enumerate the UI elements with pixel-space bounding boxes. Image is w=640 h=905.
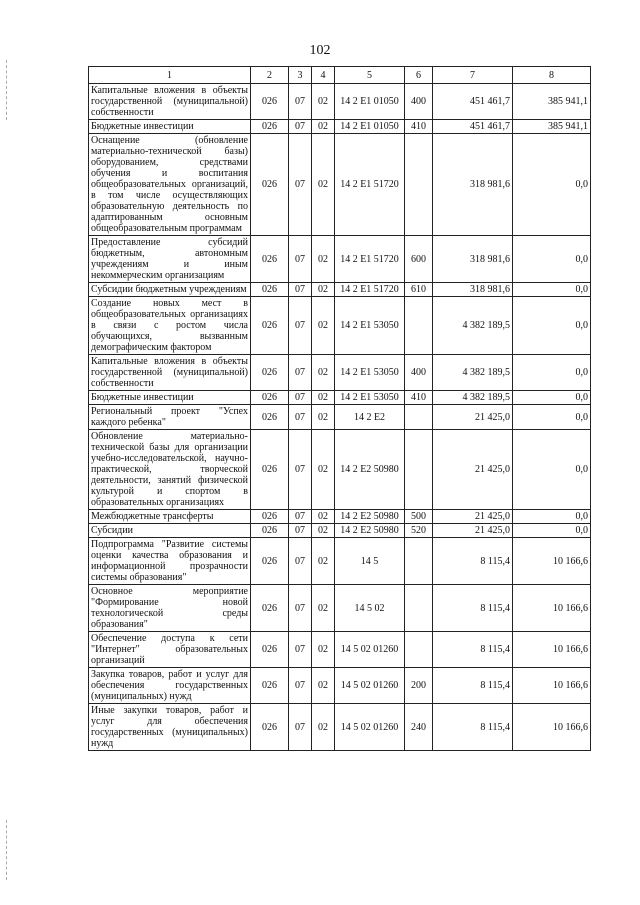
section-code: 07 bbox=[289, 668, 312, 704]
row-name: Капитальные вложения в объекты государственной (муниципальной) собственности bbox=[89, 84, 251, 120]
amount-year-1: 21 425,0 bbox=[433, 405, 513, 430]
subsection-code: 02 bbox=[312, 405, 335, 430]
row-name: Межбюджетные трансферты bbox=[89, 510, 251, 524]
section-code: 07 bbox=[289, 538, 312, 585]
section-code: 07 bbox=[289, 297, 312, 355]
target-article: 14 5 bbox=[335, 538, 405, 585]
admin-code: 026 bbox=[251, 134, 289, 236]
section-code: 07 bbox=[289, 134, 312, 236]
row-name: Региональный проект "Успех каждого ребенка" bbox=[89, 405, 251, 430]
table-body bbox=[89, 84, 591, 751]
admin-code: 026 bbox=[251, 355, 289, 391]
section-code: 07 bbox=[289, 510, 312, 524]
column-header: 6 bbox=[405, 67, 433, 84]
amount-year-1: 21 425,0 bbox=[433, 524, 513, 538]
subsection-code: 02 bbox=[312, 704, 335, 751]
amount-year-1: 4 382 189,5 bbox=[433, 297, 513, 355]
admin-code: 026 bbox=[251, 236, 289, 283]
target-article: 14 5 02 01260 bbox=[335, 704, 405, 751]
amount-year-1: 4 382 189,5 bbox=[433, 355, 513, 391]
amount-year-2: 385 941,1 bbox=[513, 120, 591, 134]
amount-year-1: 451 461,7 bbox=[433, 84, 513, 120]
table-row bbox=[89, 405, 591, 430]
expense-type bbox=[405, 134, 433, 236]
subsection-code: 02 bbox=[312, 134, 335, 236]
expense-type bbox=[405, 538, 433, 585]
expense-type: 600 bbox=[405, 236, 433, 283]
target-article: 14 2 E1 53050 bbox=[335, 391, 405, 405]
subsection-code: 02 bbox=[312, 355, 335, 391]
row-name: Субсидии бюджетным учреждениям bbox=[89, 283, 251, 297]
admin-code: 026 bbox=[251, 405, 289, 430]
section-code: 07 bbox=[289, 391, 312, 405]
amount-year-2: 10 166,6 bbox=[513, 632, 591, 668]
table-header-row bbox=[89, 67, 591, 84]
row-name: Основное мероприятие "Формирование новой технологической среды образования" bbox=[89, 585, 251, 632]
section-code: 07 bbox=[289, 430, 312, 510]
row-name: Бюджетные инвестиции bbox=[89, 391, 251, 405]
admin-code: 026 bbox=[251, 538, 289, 585]
amount-year-2: 0,0 bbox=[513, 283, 591, 297]
table-row bbox=[89, 134, 591, 236]
table-row bbox=[89, 524, 591, 538]
scan-margin-line bbox=[6, 820, 7, 880]
subsection-code: 02 bbox=[312, 430, 335, 510]
subsection-code: 02 bbox=[312, 585, 335, 632]
amount-year-2: 0,0 bbox=[513, 524, 591, 538]
expense-type bbox=[405, 585, 433, 632]
admin-code: 026 bbox=[251, 510, 289, 524]
amount-year-2: 0,0 bbox=[513, 391, 591, 405]
target-article: 14 2 E1 51720 bbox=[335, 236, 405, 283]
table-row bbox=[89, 391, 591, 405]
amount-year-1: 8 115,4 bbox=[433, 632, 513, 668]
section-code: 07 bbox=[289, 585, 312, 632]
expense-type: 500 bbox=[405, 510, 433, 524]
admin-code: 026 bbox=[251, 84, 289, 120]
table-row bbox=[89, 585, 591, 632]
expense-type: 610 bbox=[405, 283, 433, 297]
amount-year-1: 318 981,6 bbox=[433, 134, 513, 236]
expense-type: 520 bbox=[405, 524, 433, 538]
amount-year-1: 4 382 189,5 bbox=[433, 391, 513, 405]
target-article: 14 2 E1 51720 bbox=[335, 134, 405, 236]
table-row bbox=[89, 283, 591, 297]
amount-year-1: 8 115,4 bbox=[433, 538, 513, 585]
amount-year-1: 318 981,6 bbox=[433, 283, 513, 297]
target-article: 14 2 E1 51720 bbox=[335, 283, 405, 297]
expense-type bbox=[405, 632, 433, 668]
column-header: 3 bbox=[289, 67, 312, 84]
expense-type: 410 bbox=[405, 120, 433, 134]
expense-type: 400 bbox=[405, 355, 433, 391]
target-article: 14 2 E2 50980 bbox=[335, 524, 405, 538]
target-article: 14 2 E2 bbox=[335, 405, 405, 430]
amount-year-1: 318 981,6 bbox=[433, 236, 513, 283]
subsection-code: 02 bbox=[312, 391, 335, 405]
target-article: 14 2 E2 50980 bbox=[335, 430, 405, 510]
row-name: Оснащение (обновление материально-технической базы) оборудованием, средствами обучения и воспитания общеобразовательных организаций, в том числе осуществляющих образовательную деятельность по адаптированным основным общеобразовательным программам bbox=[89, 134, 251, 236]
target-article: 14 2 E1 01050 bbox=[335, 84, 405, 120]
expense-type: 240 bbox=[405, 704, 433, 751]
table-row bbox=[89, 84, 591, 120]
subsection-code: 02 bbox=[312, 632, 335, 668]
row-name: Бюджетные инвестиции bbox=[89, 120, 251, 134]
table-row bbox=[89, 668, 591, 704]
amount-year-2: 0,0 bbox=[513, 430, 591, 510]
table-row bbox=[89, 538, 591, 585]
target-article: 14 5 02 01260 bbox=[335, 632, 405, 668]
expense-type: 200 bbox=[405, 668, 433, 704]
amount-year-1: 451 461,7 bbox=[433, 120, 513, 134]
row-name: Иные закупки товаров, работ и услуг для обеспечения государственных (муниципальных) нужд bbox=[89, 704, 251, 751]
subsection-code: 02 bbox=[312, 236, 335, 283]
table-row bbox=[89, 430, 591, 510]
expense-type bbox=[405, 405, 433, 430]
section-code: 07 bbox=[289, 236, 312, 283]
amount-year-2: 385 941,1 bbox=[513, 84, 591, 120]
row-name: Обновление материально-технической базы для организации учебно-исследовательской, научно-практической, творческой деятельности, занятий физической культурой и спортом в образовательных организациях bbox=[89, 430, 251, 510]
subsection-code: 02 bbox=[312, 668, 335, 704]
subsection-code: 02 bbox=[312, 297, 335, 355]
amount-year-2: 0,0 bbox=[513, 405, 591, 430]
scan-margin-line bbox=[6, 60, 7, 120]
column-header: 4 bbox=[312, 67, 335, 84]
row-name: Предоставление субсидий бюджетным, автономным учреждениям и иным некоммерческим организациям bbox=[89, 236, 251, 283]
target-article: 14 5 02 bbox=[335, 585, 405, 632]
target-article: 14 2 E1 53050 bbox=[335, 297, 405, 355]
table-row bbox=[89, 355, 591, 391]
table-row bbox=[89, 297, 591, 355]
subsection-code: 02 bbox=[312, 84, 335, 120]
page-number: 102 bbox=[309, 43, 331, 58]
column-header: 2 bbox=[251, 67, 289, 84]
admin-code: 026 bbox=[251, 120, 289, 134]
section-code: 07 bbox=[289, 84, 312, 120]
section-code: 07 bbox=[289, 405, 312, 430]
amount-year-2: 10 166,6 bbox=[513, 668, 591, 704]
admin-code: 026 bbox=[251, 430, 289, 510]
subsection-code: 02 bbox=[312, 120, 335, 134]
amount-year-1: 21 425,0 bbox=[433, 430, 513, 510]
expense-type: 410 bbox=[405, 391, 433, 405]
table-row bbox=[89, 704, 591, 751]
amount-year-1: 8 115,4 bbox=[433, 704, 513, 751]
column-header: 7 bbox=[433, 67, 513, 84]
table-row bbox=[89, 120, 591, 134]
amount-year-1: 8 115,4 bbox=[433, 668, 513, 704]
expense-type bbox=[405, 430, 433, 510]
amount-year-2: 0,0 bbox=[513, 510, 591, 524]
column-header: 8 bbox=[513, 67, 591, 84]
target-article: 14 2 E1 01050 bbox=[335, 120, 405, 134]
admin-code: 026 bbox=[251, 704, 289, 751]
row-name: Обеспечение доступа к сети "Интернет" образовательных организаций bbox=[89, 632, 251, 668]
row-name: Закупка товаров, работ и услуг для обеспечения государственных (муниципальных) нужд bbox=[89, 668, 251, 704]
amount-year-1: 8 115,4 bbox=[433, 585, 513, 632]
subsection-code: 02 bbox=[312, 538, 335, 585]
expense-type bbox=[405, 297, 433, 355]
expense-type: 400 bbox=[405, 84, 433, 120]
target-article: 14 2 E2 50980 bbox=[335, 510, 405, 524]
amount-year-2: 0,0 bbox=[513, 297, 591, 355]
section-code: 07 bbox=[289, 283, 312, 297]
admin-code: 026 bbox=[251, 668, 289, 704]
target-article: 14 2 E1 53050 bbox=[335, 355, 405, 391]
subsection-code: 02 bbox=[312, 283, 335, 297]
column-header: 1 bbox=[89, 67, 251, 84]
section-code: 07 bbox=[289, 632, 312, 668]
amount-year-2: 10 166,6 bbox=[513, 585, 591, 632]
table-row bbox=[89, 632, 591, 668]
amount-year-2: 10 166,6 bbox=[513, 538, 591, 585]
admin-code: 026 bbox=[251, 391, 289, 405]
column-header: 5 bbox=[335, 67, 405, 84]
admin-code: 026 bbox=[251, 283, 289, 297]
section-code: 07 bbox=[289, 524, 312, 538]
section-code: 07 bbox=[289, 704, 312, 751]
amount-year-1: 21 425,0 bbox=[433, 510, 513, 524]
row-name: Капитальные вложения в объекты государственной (муниципальной) собственности bbox=[89, 355, 251, 391]
admin-code: 026 bbox=[251, 297, 289, 355]
subsection-code: 02 bbox=[312, 510, 335, 524]
row-name: Создание новых мест в общеобразовательных организациях в связи с ростом числа обучающихся, вызванным демографическим фактором bbox=[89, 297, 251, 355]
target-article: 14 5 02 01260 bbox=[335, 668, 405, 704]
admin-code: 026 bbox=[251, 524, 289, 538]
row-name: Подпрограмма "Развитие системы оценки качества образования и информационной прозрачности системы образования" bbox=[89, 538, 251, 585]
budget-table bbox=[88, 66, 591, 751]
admin-code: 026 bbox=[251, 585, 289, 632]
amount-year-2: 0,0 bbox=[513, 355, 591, 391]
row-name: Субсидии bbox=[89, 524, 251, 538]
section-code: 07 bbox=[289, 355, 312, 391]
section-code: 07 bbox=[289, 120, 312, 134]
table-row bbox=[89, 510, 591, 524]
table-row bbox=[89, 236, 591, 283]
subsection-code: 02 bbox=[312, 524, 335, 538]
amount-year-2: 0,0 bbox=[513, 134, 591, 236]
admin-code: 026 bbox=[251, 632, 289, 668]
amount-year-2: 0,0 bbox=[513, 236, 591, 283]
amount-year-2: 10 166,6 bbox=[513, 704, 591, 751]
